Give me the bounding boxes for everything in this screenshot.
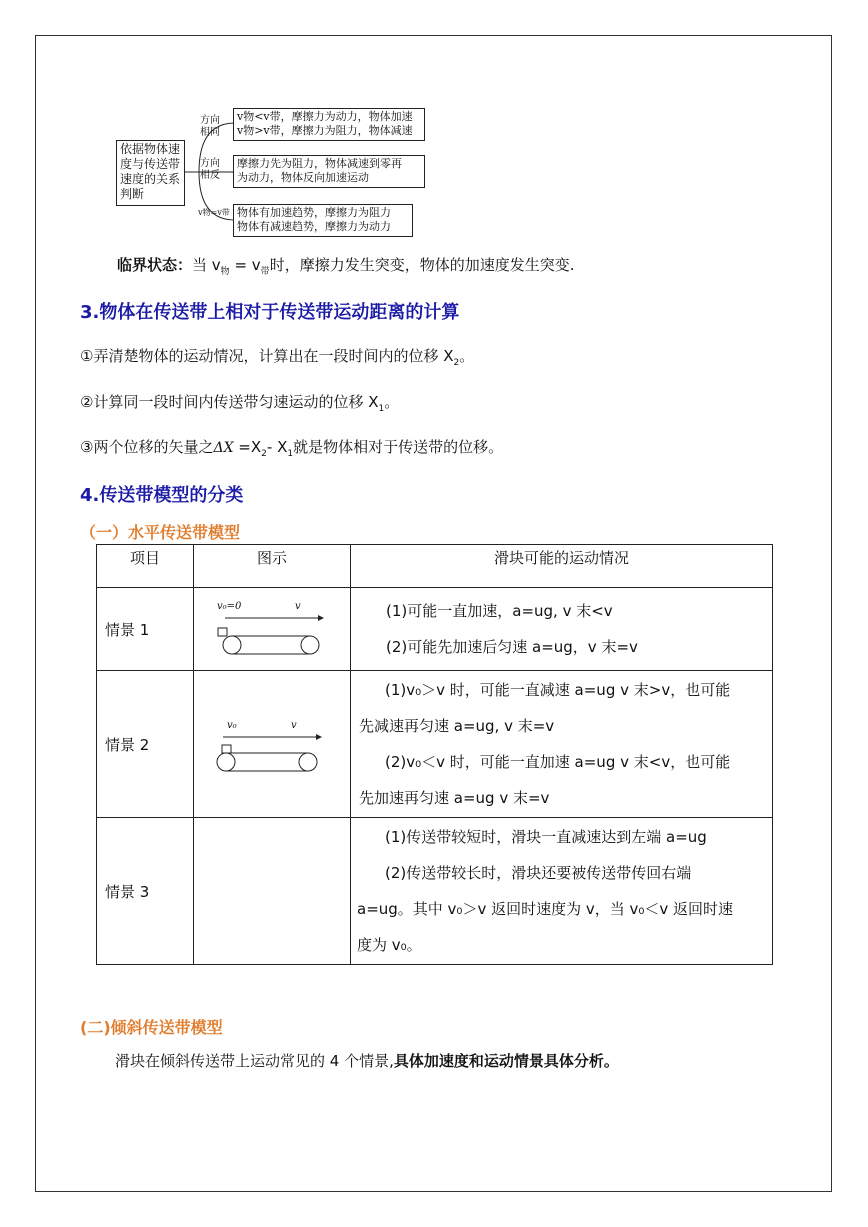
- inclined-para-bold: 具体加速度和运动情景具体分析。: [393, 1052, 619, 1070]
- item-3-tail: 就是物体相对于传送带的位移。: [293, 438, 504, 456]
- item-3-sub-a: 2: [261, 449, 267, 459]
- row-2-name: 情景 2: [97, 671, 194, 818]
- item-1-tail: 。: [459, 347, 475, 365]
- row-2-motion: [351, 671, 773, 818]
- row-2-line-3: (2)v₀＜v 时，可能一直加速 a=ug v 末<v，也可能: [385, 753, 731, 771]
- row-2-figure: [194, 671, 351, 818]
- section-3-item-2: [80, 391, 399, 414]
- critical-post: 时，摩擦力发生突变，物体的加速度发生突变.: [269, 256, 575, 274]
- item-3-eq: =X: [233, 438, 262, 456]
- branch-label-same: 方向相同: [200, 115, 220, 138]
- section-3-item-3: [80, 436, 503, 459]
- row-3-line-3: a=ug。其中 v₀＞v 返回时速度为 v，当 v₀＜v 返回时速: [357, 900, 734, 918]
- section-4-title: 4.传送带模型的分类: [80, 485, 244, 506]
- header-motion: 滑块可能的运动情况: [351, 545, 773, 588]
- belt-figure-2: [213, 730, 328, 780]
- box-equal-line-1: 物体有加速趋势，摩擦力为阻力: [237, 206, 391, 219]
- fig2-v0-label: v₀: [227, 720, 237, 731]
- row-2-line-1: (1)v₀＞v 时，可能一直减速 a=ug v 末>v，也可能: [385, 681, 731, 699]
- diagram-box-same: [233, 108, 425, 141]
- subsection-inclined-title: (二)倾斜传送带模型: [80, 1018, 223, 1037]
- diagram-box-opposite: [233, 155, 425, 188]
- critical-sub-object: 物: [220, 267, 230, 277]
- table-row: [97, 588, 773, 671]
- inclined-paragraph: [115, 1050, 619, 1071]
- critical-state-line: [117, 254, 574, 277]
- row-2-line-2: 先减速再匀速 a=ug, v 末=v: [359, 717, 555, 735]
- header-item: 项目: [97, 545, 194, 588]
- row-1-line-1: (1)可能一直加速，a=ug, v 末<v: [386, 602, 613, 620]
- item-2-text: ②计算同一段时间内传送带匀速运动的位移 X: [80, 393, 379, 411]
- row-3-line-1: (1)传送带较短时，滑块一直减速达到左端 a=ug: [385, 828, 707, 846]
- header-figure: 图示: [194, 545, 351, 588]
- fig1-v-label: v: [295, 601, 301, 612]
- row-1-line-2: (2)可能先加速后匀速 a=ug，v 末=v: [386, 638, 638, 656]
- row-3-figure: [194, 818, 351, 965]
- inclined-para-pre: 滑块在倾斜传送带上运动常见的 4 个情景,: [115, 1052, 394, 1070]
- diagram-box-equal: [233, 204, 413, 237]
- table-row: [97, 818, 773, 965]
- row-1-name: 情景 1: [97, 588, 194, 671]
- fig2-v-label: v: [291, 720, 297, 731]
- belt-figure-1: [215, 611, 330, 661]
- row-3-line-2: (2)传送带较长时，滑块还要被传送带传回右端: [385, 864, 692, 882]
- horizontal-belt-table: [96, 544, 773, 965]
- critical-pre: 当 v: [192, 256, 221, 274]
- item-3-pre: ③两个位移的矢量之: [80, 438, 214, 456]
- critical-mid: = v: [229, 256, 261, 274]
- critical-label: 临界状态：: [117, 256, 193, 274]
- section-3-item-1: [80, 345, 474, 368]
- branch-label-opposite: 方向相反: [200, 158, 220, 181]
- item-2-tail: 。: [384, 393, 400, 411]
- branch-label-equal: v物=v带: [198, 208, 230, 217]
- row-1-figure: [194, 588, 351, 671]
- item-3-delta: ΔX: [213, 440, 234, 456]
- item-3-mid: - X: [266, 438, 288, 456]
- box-same-line-1: v物<v带，摩擦力为动力，物体加速: [237, 110, 413, 123]
- item-1-sub: 2: [453, 358, 460, 368]
- box-opposite-line-1: 摩擦力先为阻力，物体减速到零再: [237, 157, 402, 170]
- item-1-text: ①弄清楚物体的运动情况，计算出在一段时间内的位移 X: [80, 347, 454, 365]
- diagram-root-box: 依据物体速度与传送带速度的关系判断: [116, 140, 185, 206]
- table-row: [97, 671, 773, 818]
- box-opposite-line-2: 为动力，物体反向加速运动: [237, 171, 369, 184]
- row-2-line-4: 先加速再匀速 a=ug v 末=v: [359, 789, 550, 807]
- row-3-name: 情景 3: [97, 818, 194, 965]
- table-header-row: [97, 545, 773, 588]
- row-3-motion: [351, 818, 773, 965]
- item-3-sub-b: 1: [287, 449, 294, 459]
- item-2-sub: 1: [378, 404, 385, 414]
- row-3-line-4: 度为 v₀。: [357, 936, 422, 954]
- fig1-v0-label: v₀=0: [217, 601, 242, 612]
- critical-sub-belt: 带: [260, 267, 270, 277]
- subsection-horizontal-title: （一）水平传送带模型: [80, 523, 241, 542]
- box-equal-line-2: 物体有减速趋势，摩擦力为动力: [237, 220, 391, 233]
- box-same-line-2: v物>v带，摩擦力为阻力，物体减速: [237, 124, 413, 137]
- section-3-title: 3.物体在传送带上相对于传送带运动距离的计算: [80, 302, 460, 323]
- row-1-motion: [351, 588, 773, 671]
